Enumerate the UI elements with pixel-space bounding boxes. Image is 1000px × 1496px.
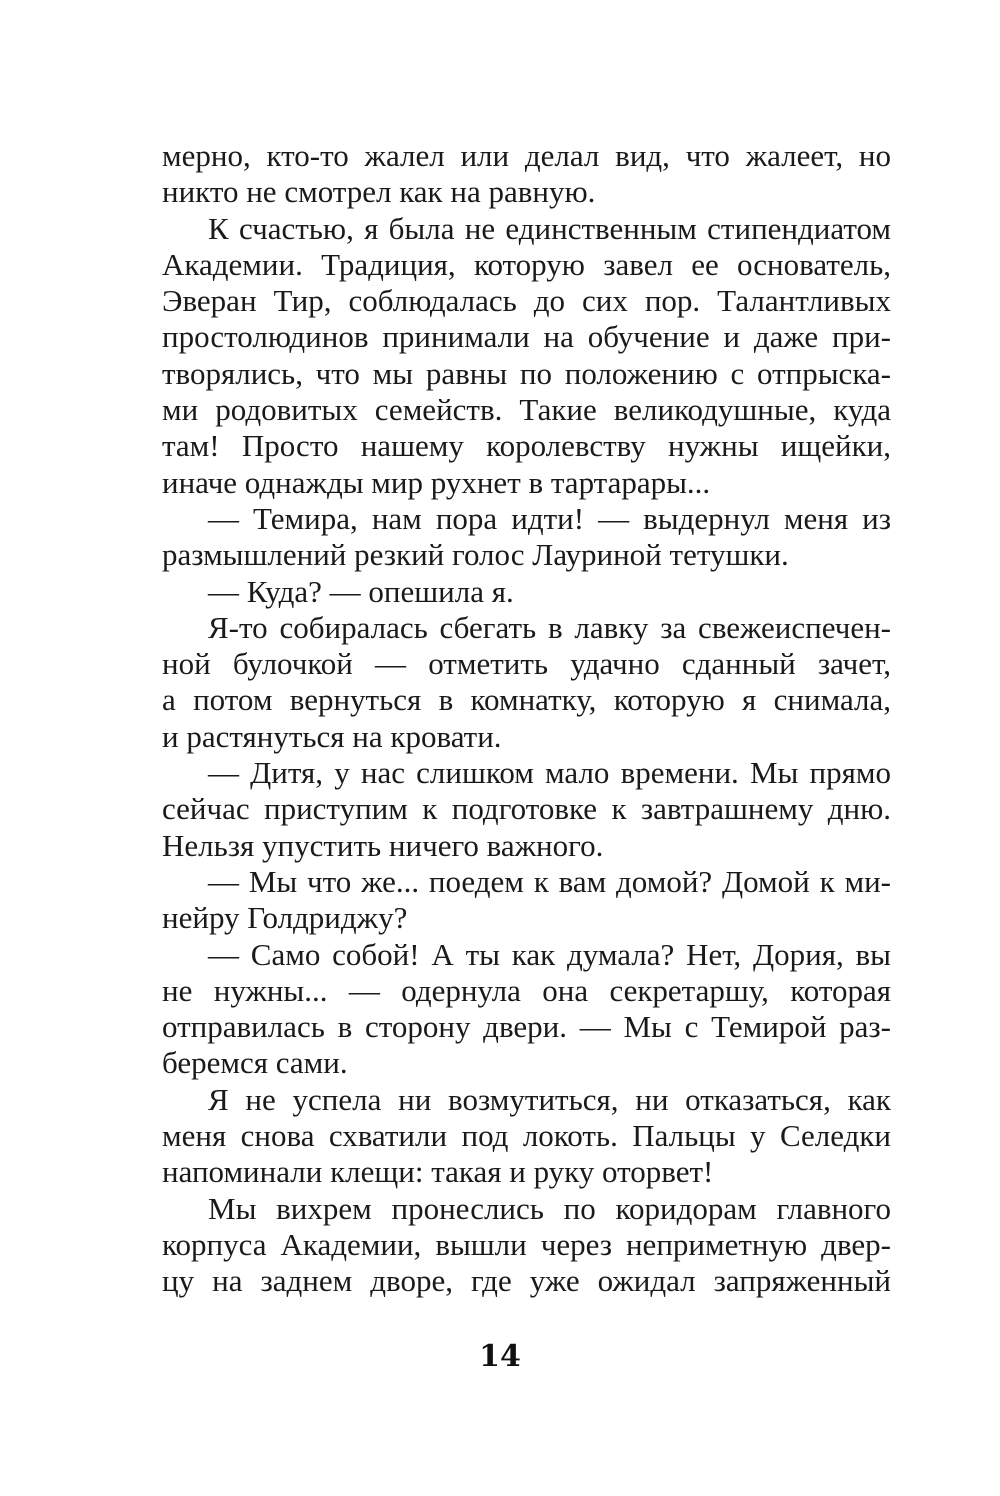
text-line: — Куда? — опешила я. <box>208 573 514 609</box>
text-line: творялись, что мы равны по положению с отпрыска- <box>162 355 891 391</box>
text-line: меня снова схватили под локоть. Пальцы у Селедки <box>162 1118 891 1154</box>
paragraph <box>162 1082 891 1191</box>
text-line: Академии. Традиция, которую завел ее основатель, <box>162 246 891 282</box>
text-line: отправилась в сторону двери. — Мы с Темирой раз- <box>162 1009 891 1045</box>
text-line: сейчас приступим к подготовке к завтрашнему дню. <box>162 791 891 827</box>
paragraph <box>162 211 891 501</box>
text-line: цу на заднем дворе, где уже ожидал запряженный <box>162 1263 891 1299</box>
text-line: Эверан Тир, соблюдалась до сих пор. Талантливых <box>162 283 891 319</box>
paragraph <box>162 937 891 1082</box>
text-line: — Мы что же... поедем к вам домой? Домой к ми- <box>208 863 891 899</box>
text-line: там! Просто нашему королевству нужны ищейки, <box>162 428 891 464</box>
text-line: Я не успела ни возмутиться, ни отказаться, как <box>208 1081 891 1117</box>
text-line: никто не смотрел как на равную. <box>162 174 596 210</box>
text-line: — Само собой! А ты как думала? Нет, Дория, вы <box>208 936 891 972</box>
text-line: беремся сами. <box>162 1045 348 1081</box>
text-line: простолюдинов принимали на обучение и даже при- <box>162 319 891 355</box>
paragraph <box>162 755 891 864</box>
paragraph <box>162 574 891 610</box>
text-line: нейру Голдриджу? <box>162 900 408 936</box>
paragraph <box>162 610 891 755</box>
text-line: Нельзя упустить ничего важного. <box>162 827 604 863</box>
text-line: Я-то собиралась сбегать в лавку за свежеиспечен- <box>208 609 891 645</box>
paragraph <box>162 501 891 574</box>
text-line: ми родовитых семейств. Такие великодушные, куда <box>162 392 891 428</box>
paragraph <box>162 864 891 937</box>
page-text-body <box>162 138 891 1300</box>
text-line: ной булочкой — отметить удачно сданный зачет, <box>162 646 891 682</box>
text-line: корпуса Академии, вышли через неприметную двер- <box>162 1226 891 1262</box>
text-line: К счастью, я была не единственным стипендиатом <box>208 210 891 246</box>
text-line: а потом вернуться в комнатку, которую я снимала, <box>162 682 891 718</box>
text-line: размышлений резкий голос Лауриной тетушки. <box>162 537 789 573</box>
paragraph <box>162 138 891 211</box>
paragraph <box>162 1191 891 1300</box>
text-line: напоминали клещи: такая и руку оторвет! <box>162 1154 714 1190</box>
text-line: и растянуться на кровати. <box>162 718 502 754</box>
text-line: иначе однажды мир рухнет в тартарары... <box>162 464 711 500</box>
text-line: Мы вихрем пронеслись по коридорам главного <box>208 1190 891 1226</box>
text-line: не нужны... — одернула она секретаршу, которая <box>162 972 891 1008</box>
text-line: — Темира, нам пора идти! — выдернул меня из <box>208 500 891 536</box>
page-number: 14 <box>479 1339 521 1374</box>
text-line: — Дитя, у нас слишком мало времени. Мы прямо <box>208 755 891 791</box>
text-line: мерно, кто-то жалел или делал вид, что жалеет, но <box>162 138 891 173</box>
